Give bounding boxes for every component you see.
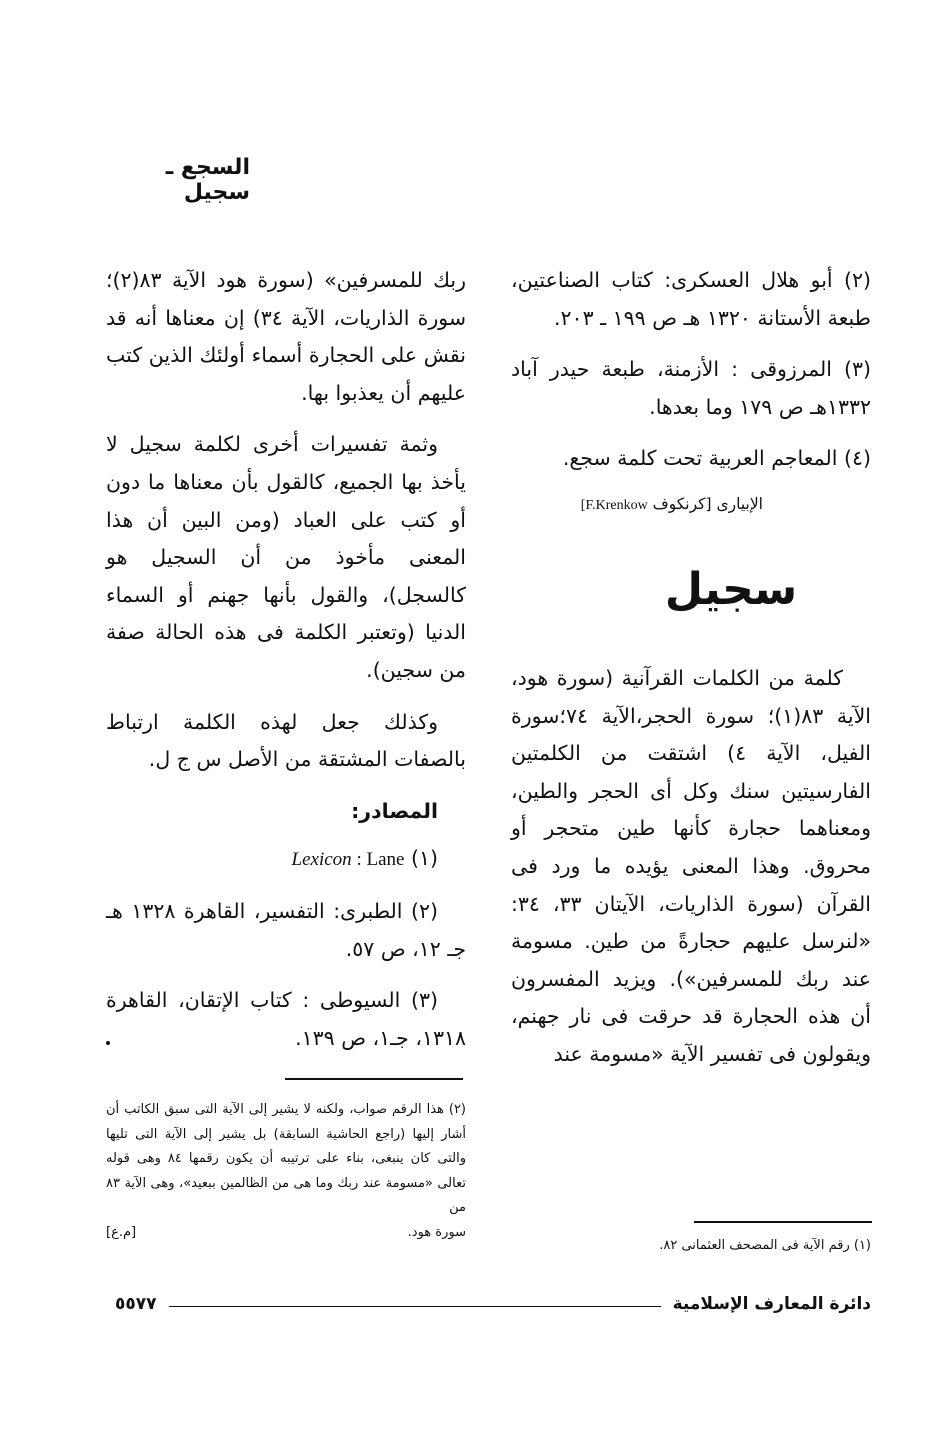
source-1 [106, 840, 466, 879]
left-column [106, 262, 466, 1071]
page-footer [115, 1294, 871, 1314]
body-paragraph-1: ربك للمسرفين» (سورة هود الآية ٨٣(٢)؛ سورة الذاريات، الآية ٣٤) إن معناها أنه قد نقش على الحجارة أسماء أولئك الذين كتب عليهم أن يعذبوا بها. [106, 268, 466, 405]
footnote-left-end [106, 1221, 466, 1246]
footnote-left-end-text: سورة هود. [407, 1224, 466, 1240]
author-latin: F.Krenkow] [580, 497, 648, 513]
source-3: (٣) السيوطى : كتاب الإتقان، القاهرة ١٣١٨، جـ١، ص ١٣٩. [106, 988, 466, 1050]
footer-rule [169, 1306, 661, 1307]
entry-title: سجيل [664, 563, 798, 615]
page-number: ٥٥٧٧ [115, 1294, 157, 1314]
footnote-signoff: [م.ع] [106, 1224, 137, 1240]
source-1-title: Lexicon [291, 849, 352, 871]
publication-name: دائرة المعارف الإسلامية [672, 1294, 871, 1314]
source-1-number: (١) [410, 846, 438, 871]
footnote-divider-left [285, 1078, 463, 1080]
source-2: (٢) الطبرى: التفسير، القاهرة ١٣٢٨ هـ جـ ١٢، ص ٥٧. [106, 898, 466, 961]
body-paragraph-3: وكذلك جعل لهذه الكلمة ارتباط بالصفات المشتقة من الأصل س ج ل. [106, 709, 466, 772]
right-column [511, 262, 871, 1088]
author-attribution [511, 492, 871, 518]
body-paragraph-2: وثمة تفسيرات أخرى لكلمة سجيل لا يأخذ بها الجميع، كالقول بأن معناها ما دون أو كتب على العباد (ومن البين أن هذا المعنى مأخوذ من أن السجيل هو كالسجل)، والقول بأنها جهنم أو السماء الدنيا (وتعتبر الكلمة فى هذه الحالة صفة من سجين). [106, 432, 466, 682]
author-arabic: الإبيارى [كرنكوف [652, 494, 763, 513]
entry-body: كلمة من الكلمات القرآنية (سورة هود، الآية ٨٣(١)؛ سورة الحجر،الآية ٧٤؛سورة الفيل، الآية ٤) اشتقت من الكلمتين الفارسيتين سنك وكل أى الحجر والطين، ومعناهما حجارة كأنها طين متحجر أو محروق. وهذا المعنى يؤيده ما ورد فى القرآن (سورة الذاريات، الآيتان ٣٣، ٣٤: «لنرسل عليهم حجارةً من طين. مسومة عند ربك للمسرفين»). ويزيد المفسرون أن هذه الحجارة قد حرقت فى نار جهنم، ويقولون فى تفسير الآية «مسومة عند [511, 665, 872, 1066]
footnote-divider-right [694, 1221, 872, 1223]
footnote-left-text: (٢) هذا الرقم صواب، ولكنه لا يشير إلى الآية التى سبق الكاتب أن أشار إليها (راجع الحاشية السابقة) بل يشير إلى الآية التى تليها والتى كان ينبغى، بناء على ترتيبه أن يكون رقمها ٨٤ وهى قوله تعالى «مسومة عند ربك وما هى من الظالمين ببعيد»، وهى الآية ٨٣ من [106, 1102, 466, 1215]
sources-heading: المصادر: [351, 798, 438, 823]
reference-3: (٣) المرزوقى : الأزمنة، طبعة حيدر آباد ١٣٣٢هـ ص ١٧٩ وما بعدها. [511, 357, 871, 419]
footnote-right: (١) رقم الآية فى المصحف العثمانى ٨٢. [659, 1238, 871, 1253]
running-title: السجع ـ سجيل [165, 155, 250, 205]
source-1-citation: Lexicon : Lane [291, 849, 405, 871]
footnote-left [106, 1098, 466, 1245]
reference-2: (٢) أبو هلال العسكرى: كتاب الصناعتين، طبعة الأستانة ١٣٢٠ هـ ص ١٩٩ ـ ٢٠٣. [511, 268, 871, 330]
source-1-author: Lane [366, 849, 405, 871]
margin-mark [106, 1041, 110, 1045]
reference-4: (٤) المعاجم العربية تحت كلمة سجع. [562, 446, 871, 471]
